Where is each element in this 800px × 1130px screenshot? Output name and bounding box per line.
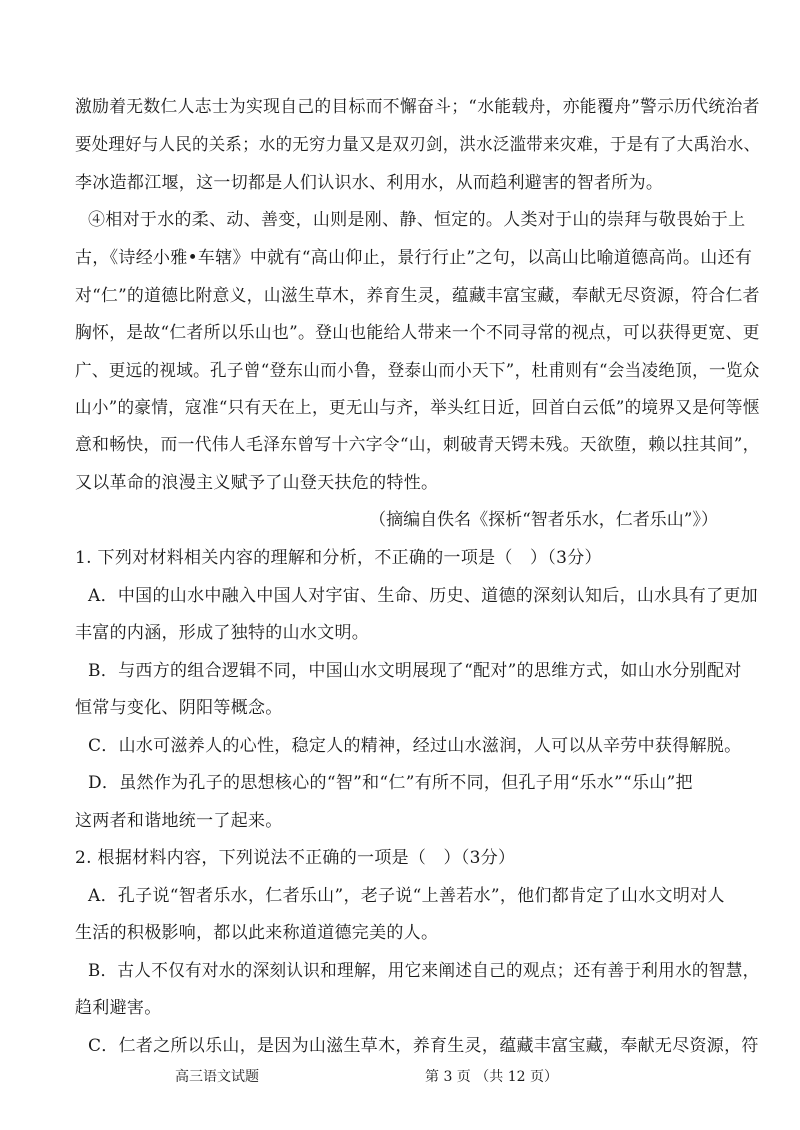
question2-stem: 2. 根据材料内容，下列说法不正确的一项是（ ）（3分） [75,848,516,868]
paragraph4-line: 山小”的豪情，寇准“只有天在上，更无山与齐，举头红日近，回首白云低”的境界又是何等惬 [75,398,760,418]
paragraph4-line: ④相对于水的柔、动、善变，山则是刚、静、恒定的。人类对于山的崇拜与敬畏始于上 [88,210,746,230]
q1-option-b-cont: 恒常与变化、阴阳等概念。 [75,698,283,718]
q2-option-a-cont: 生活的积极影响，都以此来称道道德完美的人。 [75,923,439,943]
paragraph4-line: 胸怀，是故“仁者所以乐山也”。登山也能给人带来一个不同寻常的视点，可以获得更宽、更 [75,323,760,343]
page-number: 第 3 页 （共 12 页） [425,1069,558,1085]
source-citation: （摘编自佚名《探析“智者乐水，仁者乐山”》） [369,510,718,530]
question1-stem: 1. 下列对材料相关内容的理解和分析，不正确的一项是（ ）（3分） [75,548,602,568]
q1-option-d-cont: 这两者和谐地统一了起来。 [75,811,283,831]
paragraph4-line: 对“仁”的道德比附意义，山滋生草木，养育生灵，蕴藏丰富宝藏，奉献无尽资源，符合仁者 [75,286,760,306]
footer-title: 高三语文试题 [175,1069,259,1085]
q2-option-b: B．古人不仅有对水的深刻认识和理解，用它来阐述自己的观点；还有善于利用水的智慧， [88,961,760,981]
q1-option-c: C．山水可滋养人的心性，稳定人的精神，经过山水滋润，人可以从辛劳中获得解脱。 [88,736,742,756]
paragraph4-line: 意和畅快，而一代伟人毛泽东曾写十六字令“山，刺破青天锷未残。天欲堕，赖以拄其间”， [75,435,760,455]
q1-option-a: A．中国的山水中融入中国人对宇宙、生命、历史、道德的深刻认知后，山水具有了更加 [88,586,758,606]
q1-option-a-cont: 丰富的内涵，形成了独特的山水文明。 [75,623,370,643]
passage-line: 李冰造都江堰，这一切都是人们认识水、利用水，从而趋利避害的智者所为。 [75,173,664,193]
q2-option-a: A．孔子说“智者乐水，仁者乐山”，老子说“上善若水”，他们都肯定了山水文明对人 [88,886,725,906]
q1-option-b: B．与西方的组合逻辑不同，中国山水文明展现了“配对”的思维方式，如山水分别配对 [88,661,742,681]
q2-option-b-cont: 趋利避害。 [75,998,162,1018]
paragraph4-line: 又以革命的浪漫主义赋予了山登天扶危的特性。 [75,473,439,493]
passage-line: 要处理好与人民的关系；水的无穷力量又是双刃剑，洪水泛滥带来灾难，于是有了大禹治水、 [75,135,761,155]
q2-option-c: C．仁者之所以乐山，是因为山滋生草木，养育生灵，蕴藏丰富宝藏，奉献无尽资源，符 [88,1036,759,1056]
paragraph4-line: 广、更远的视域。孔子曾“登东山而小鲁，登泰山而小天下”，杜甫则有“会当凌绝顶，一览众 [75,361,760,381]
q1-option-d: D．虽然作为孔子的思想核心的“智”和“仁”有所不同，但孔子用“乐水”“乐山”把 [88,773,693,793]
paragraph4-line: 古，《诗经小雅•车辖》中就有“高山仰止，景行行止”之句，以高山比喻道德高尚。山还有 [75,248,753,268]
passage-line: 激励着无数仁人志士为实现自己的目标而不懈奋斗；“水能载舟，亦能覆舟”警示历代统治者 [75,97,760,117]
